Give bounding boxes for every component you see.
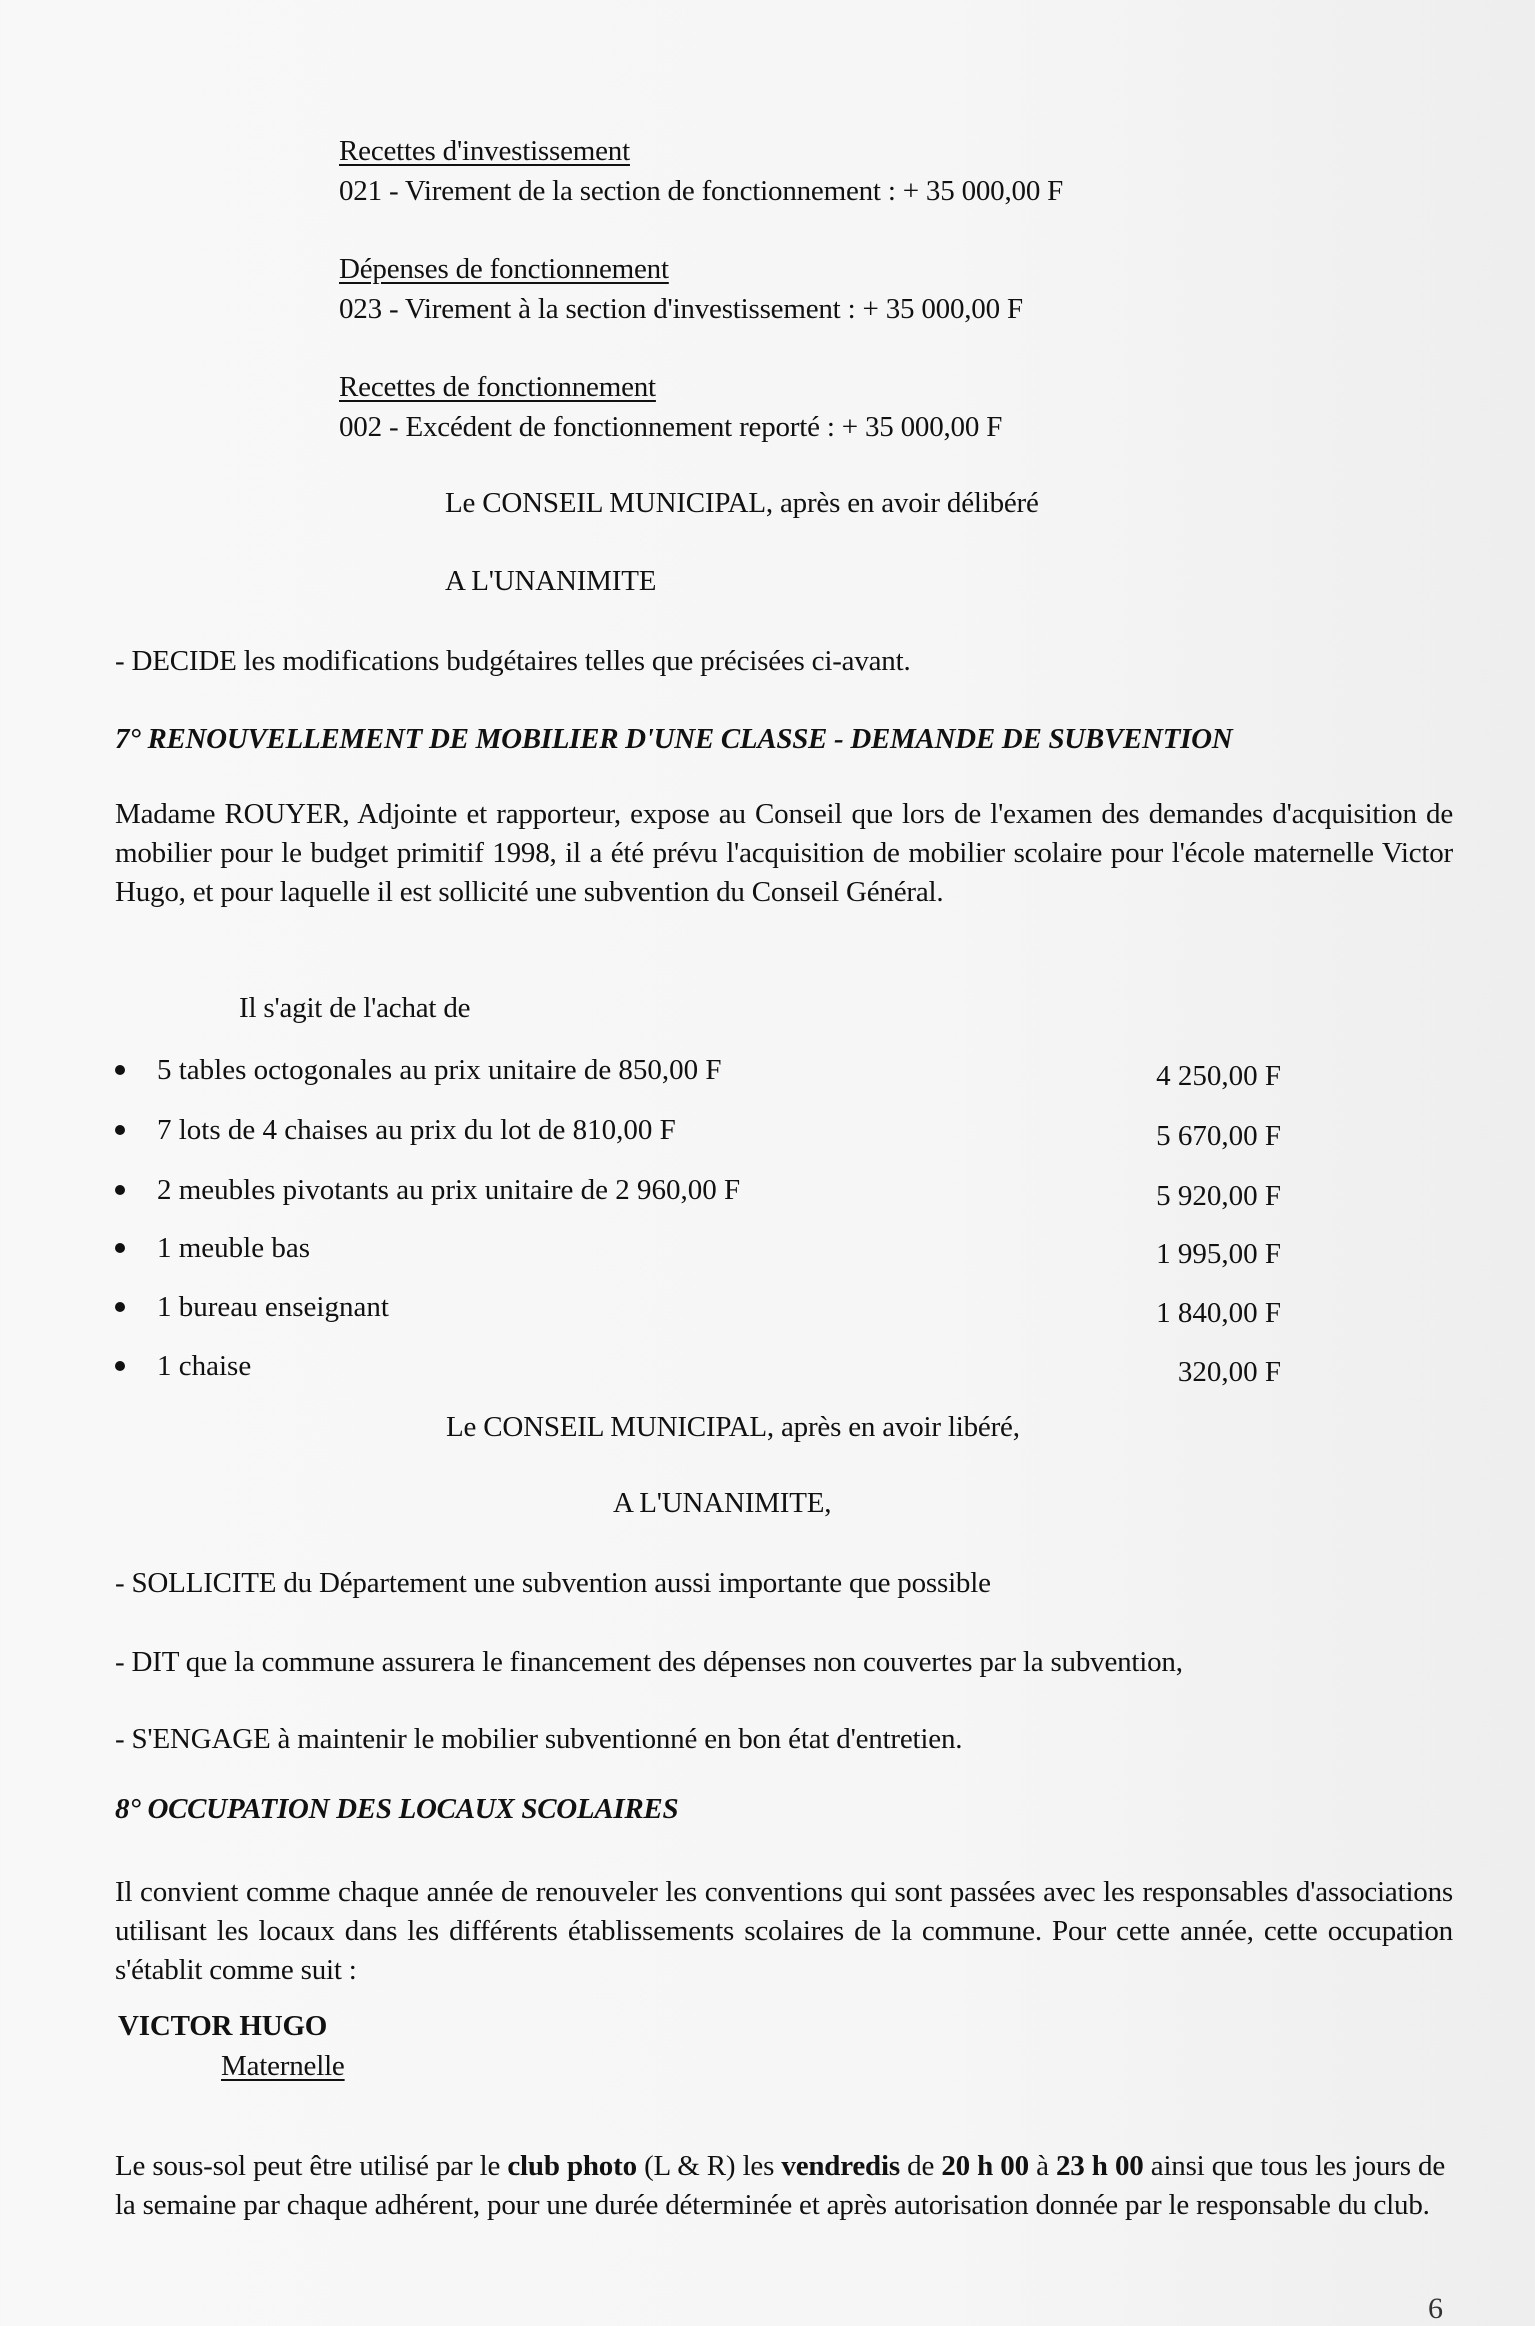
list-item — [115, 1114, 1281, 1152]
unanimity-vote: A L'UNANIMITE, — [613, 1487, 832, 1519]
heading-recettes-investissement: Recettes d'investissement — [339, 135, 630, 167]
heading-recettes-fonctionnement: Recettes de fonctionnement — [339, 371, 656, 403]
item-description: 1 bureau enseignant — [157, 1291, 389, 1323]
item-description: 2 meubles pivotants au prix unitaire de 2 960,00 F — [157, 1174, 741, 1206]
usage-day: vendredis — [781, 2150, 900, 2182]
council-deliberation: Le CONSEIL MUNICIPAL, après en avoir libéré, — [446, 1411, 1020, 1443]
usage-text: de — [899, 2150, 942, 2182]
list-item — [115, 1054, 1281, 1092]
item-description: 1 chaise — [157, 1350, 252, 1382]
bullet-icon — [115, 1125, 125, 1135]
section7-intro: Madame ROUYER, Adjointe et rapporteur, expose au Conseil que lors de l'examen des demandes d'acquisition de mobilier pour le budget primitif 1998, il a été prévu l'acquisition de mobilier scolaire pour l'école maternelle Victor Hugo, et pour laquelle il est sollicité une subvention du Conseil Général. — [115, 798, 1453, 908]
item-amount: 4 250,00 F — [1156, 1060, 1281, 1092]
line-002: 002 - Excédent de fonctionnement reporté : + 35 000,00 F — [339, 411, 1003, 443]
page-number: 6 — [1428, 2292, 1443, 2325]
section7-title: 7° RENOUVELLEMENT DE MOBILIER D'UNE CLASSE - DEMANDE DE SUBVENTION — [115, 723, 1233, 755]
decision-dit: - DIT que la commune assurera le financement des dépenses non couvertes par la subvention, — [115, 1646, 1183, 1678]
bullet-icon — [115, 1243, 125, 1253]
item-description: 5 tables octogonales au prix unitaire de 850,00 F — [157, 1054, 722, 1086]
council-deliberation: Le CONSEIL MUNICIPAL, après en avoir délibéré — [445, 487, 1039, 519]
purchase-lead: Il s'agit de l'achat de — [239, 992, 471, 1024]
bullet-icon — [115, 1361, 125, 1371]
usage-end-time: 23 h 00 — [1056, 2150, 1144, 2182]
list-item — [115, 1350, 1281, 1388]
decision-sollicite: - SOLLICITE du Département une subvention aussi importante que possible — [115, 1567, 991, 1599]
list-item — [115, 1232, 1281, 1270]
bullet-icon — [115, 1302, 125, 1312]
school-name: VICTOR HUGO — [118, 2010, 328, 2042]
usage-paragraph — [115, 2147, 1445, 2225]
usage-club: club photo — [507, 2150, 637, 2182]
bullet-icon — [115, 1065, 125, 1075]
item-description: 7 lots de 4 chaises au prix du lot de 810,00 F — [157, 1114, 676, 1146]
section8-intro: Il convient comme chaque année de renouveler les conventions qui sont passées avec les responsables d'associations utilisant les locaux dans les différents établissements scolaires de la commune. Pour cette année, cette occupation s'établit comme suit : — [115, 1876, 1453, 1986]
item-amount: 1 840,00 F — [1156, 1297, 1281, 1329]
usage-text: à — [1028, 2150, 1056, 2182]
section8-title: 8° OCCUPATION DES LOCAUX SCOLAIRES — [115, 1793, 679, 1825]
usage-text: Le sous-sol peut être utilisé par le — [115, 2150, 508, 2182]
line-021: 021 - Virement de la section de fonctionnement : + 35 000,00 F — [339, 175, 1064, 207]
item-amount: 5 670,00 F — [1156, 1120, 1281, 1152]
usage-start-time: 20 h 00 — [941, 2150, 1029, 2182]
item-description: 1 meuble bas — [157, 1232, 311, 1264]
unanimity-vote: A L'UNANIMITE — [445, 565, 657, 597]
decision-line: - DECIDE les modifications budgétaires telles que précisées ci-avant. — [115, 645, 911, 677]
usage-text: ainsi que tous les jours de la semaine par chaque adhérent, pour une durée déterminée et après autorisation donnée par le responsable du club. — [115, 2150, 1445, 2221]
item-amount: 320,00 F — [1177, 1356, 1281, 1388]
line-023: 023 - Virement à la section d'investissement : + 35 000,00 F — [339, 293, 1023, 325]
list-item — [115, 1291, 1281, 1329]
heading-depenses-fonctionnement: Dépenses de fonctionnement — [339, 253, 669, 285]
item-amount: 5 920,00 F — [1156, 1180, 1281, 1212]
list-item — [115, 1174, 1281, 1212]
bullet-icon — [115, 1185, 125, 1195]
usage-text: (L & R) les — [636, 2150, 782, 2182]
item-amount: 1 995,00 F — [1156, 1238, 1281, 1270]
school-subsection: Maternelle — [221, 2050, 345, 2082]
decision-engage: - S'ENGAGE à maintenir le mobilier subventionné en bon état d'entretien. — [115, 1723, 963, 1755]
